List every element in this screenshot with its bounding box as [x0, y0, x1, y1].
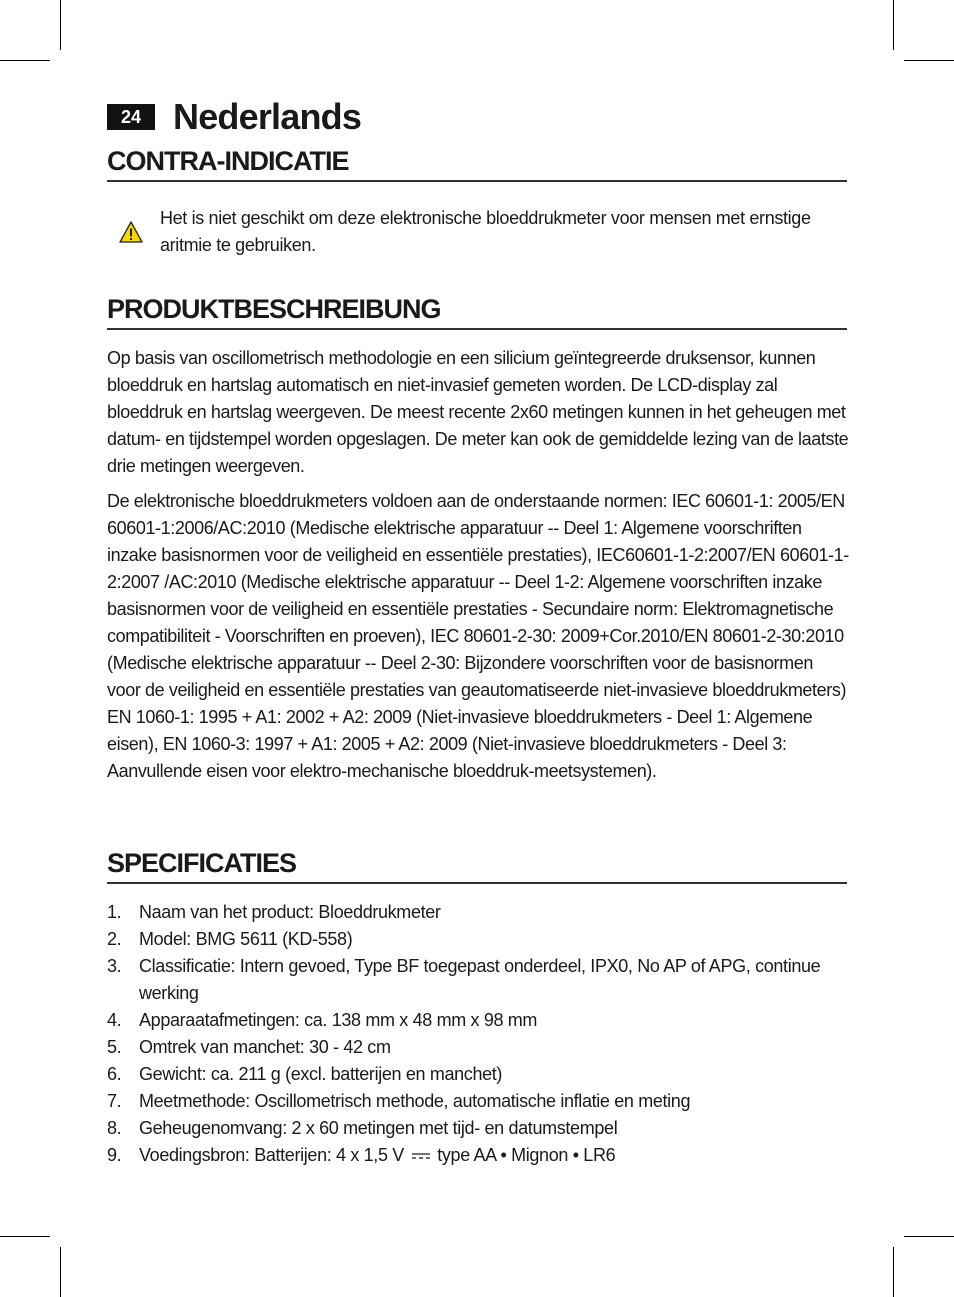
list-item-number: 7. — [107, 1091, 122, 1111]
list-item — [107, 953, 847, 1007]
crop-mark — [893, 1247, 894, 1297]
list-item-number: 1. — [107, 902, 122, 922]
list-item-text: Gewicht: ca. 211 g (excl. batterijen en manchet) — [139, 1064, 503, 1084]
list-item-number: 2. — [107, 929, 122, 949]
list-item-text: Classificatie: Intern gevoed, Type BF toegepast onderdeel, IPX0, No AP of APG, continue werking — [139, 956, 821, 1003]
crop-mark — [0, 60, 50, 61]
crop-mark — [904, 60, 954, 61]
list-item — [107, 1088, 847, 1115]
list-item-text: Geheugenomvang: 2 x 60 metingen met tijd- en datumstempel — [139, 1118, 618, 1138]
list-item-number: 8. — [107, 1118, 122, 1138]
list-item-text: Naam van het product: Bloeddrukmeter — [139, 902, 441, 922]
product-paragraph-1: Op basis van oscillometrisch methodologie en een silicium geïntegreerde druksensor, kunnen bloeddruk en hartslag automatisch en niet-invasief gemeten worden. De LCD-display zal bloeddruk en hartslag weergeven. De meest recente 2x60 metingen kunnen in het geheugen met datum- en tijdstempel worden opgeslagen. De meter kan ook de gemiddelde lezing van de laatste drie metingen weergeven. — [107, 348, 849, 476]
section-title-specificaties: SPECIFICATIES — [107, 848, 847, 884]
list-item — [107, 926, 847, 953]
spec-list — [107, 899, 847, 1169]
list-item-number: 6. — [107, 1064, 122, 1084]
list-item — [107, 899, 847, 926]
section-title-contra-indicatie: CONTRA-INDICATIE — [107, 146, 847, 182]
list-item-text: Meetmethode: Oscillometrisch methode, automatische inflatie en meting — [139, 1091, 691, 1111]
crop-mark — [60, 0, 61, 50]
warning-triangle-icon — [119, 221, 143, 243]
language-title: Nederlands — [173, 96, 362, 137]
section-title-produktbeschreibung: PRODUKTBESCHREIBUNG — [107, 294, 847, 330]
list-item-number: 3. — [107, 956, 122, 976]
list-item-text: Model: BMG 5611 (KD-558) — [139, 929, 353, 949]
list-item-text: Omtrek van manchet: 30 - 42 cm — [139, 1037, 391, 1057]
crop-mark — [893, 0, 894, 50]
crop-mark — [904, 1236, 954, 1237]
list-item-number: 5. — [107, 1037, 122, 1057]
list-item-text: type AA • Mignon • LR6 — [437, 1145, 616, 1165]
list-item-number: 9. — [107, 1145, 122, 1165]
list-item-text: Apparaatafmetingen: ca. 138 mm x 48 mm x 98 mm — [139, 1010, 538, 1030]
list-item — [107, 1142, 847, 1169]
crop-mark — [0, 1236, 50, 1237]
list-item-number: 4. — [107, 1010, 122, 1030]
list-item — [107, 1007, 847, 1034]
list-item — [107, 1061, 847, 1088]
page-number-badge: 24 — [107, 104, 155, 130]
list-item-text: Voedingsbron: Batterijen: 4 x 1,5 V — [139, 1145, 404, 1165]
list-item — [107, 1034, 847, 1061]
crop-mark — [60, 1247, 61, 1297]
direct-current-symbol-icon — [411, 1151, 431, 1161]
product-paragraph-2: De elektronische bloeddrukmeters voldoen aan de onderstaande normen: IEC 60601-1: 2005/EN 60601-1:2006/AC:2010 (Medische elektrische apparatuur -- Deel 1: Algemene voorschriften inzake basisnormen voor de veiligheid en essentiële prestaties), IEC60601-1-2:2007/EN 60601-1-2:2007 /AC:2010 (Medische elektrische apparatuur -- Deel 1-2: Algemene voorschriften inzake basisnormen voor de veiligheid en essentiële prestaties - Secundaire norm: Elektromagnetische compatibiliteit - Voorschriften en proeven), IEC 80601-2-30: 2009+Cor.2010/EN 80601-2-30:2010 (Medische elektrische apparatuur -- Deel 2-30: Bijzondere voorschriften voor de basisnormen voor de veiligheid en essentiële prestaties van geautomatiseerde niet-invasieve bloeddrukmeters) EN 1060-1: 1995 + A1: 2002 + A2: 2009 (Niet-invasieve bloeddrukmeters - Deel 1: Algemene eisen), EN 1060-3: 1997 + A1: 2005 + A2: 2009 (Niet-invasieve bloeddrukmeters - Deel 3: Aanvullende eisen voor elektro-mechanische bloeddruk-meetsystemen). — [107, 491, 849, 781]
page-header — [107, 96, 361, 138]
list-item — [107, 1115, 847, 1142]
warning-text: Het is niet geschikt om deze elektronische bloeddrukmeter voor mensen met ernstige aritmie te gebruiken. — [160, 208, 811, 255]
